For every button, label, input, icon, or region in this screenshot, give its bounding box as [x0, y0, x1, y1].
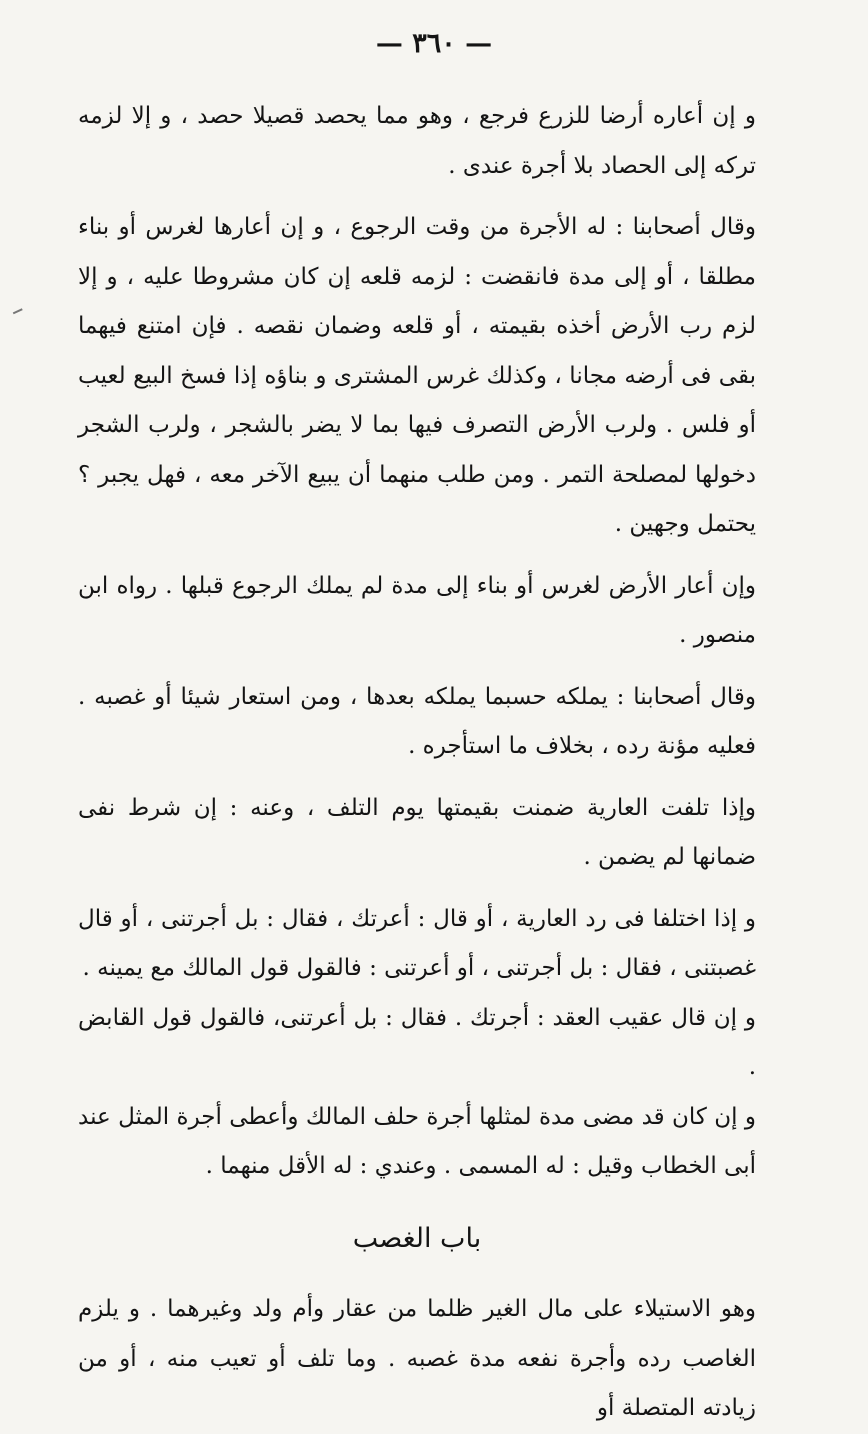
paragraph-6: و إذا اختلفا فى رد العارية ، أو قال : أعرتك ، فقال : بل أجرتنى ، أو قال غصبتنى ، فقال : بل أجرتنى ، أو أعرتنى : فالقول قول المالك مع يمينه .: [78, 905, 756, 981]
section-title: باب الغصب: [352, 1222, 482, 1254]
paragraph-1: و إن أعاره أرضا للزرع فرجع ، وهو مما يحصد قصيلا حصد ، و إلا لزمه تركه إلى الحصاد بلا أجرة عندى .: [78, 103, 756, 179]
page-body-text: [78, 92, 756, 1434]
scan-mark: [13, 308, 25, 319]
paragraph-2: وقال أصحابنا : له الأجرة من وقت الرجوع ، و إن أعارها لغرس أو بناء مطلقا ، أو إلى مدة فانقضت : لزمه قلعه إن كان مشروطا عليه ، و إلا لزم رب الأرض أخذه بقيمته ، أو قلعه وضمان نقصه . فإن امتنع فيهما بقى فى أرضه مجانا ، وكذلك غرس المشترى و بناؤه إذا فسخ البيع لعيب أو فلس . ولرب الأرض التصرف فيها بما لا يضر بالشجر ، ولرب الشجر دخولها لمصلحة التمر . ومن طلب منهما أن يبيع الآخر معه ، فهل يجبر ؟ يحتمل وجهين .: [78, 214, 756, 537]
paragraph-3: وإن أعار الأرض لغرس أو بناء إلى مدة لم يملك الرجوع قبلها . رواه ابن منصور .: [78, 572, 756, 648]
paragraph-4: وقال أصحابنا : يملكه حسبما يملكه بعدها ، ومن استعار شيئا أو غصبه . فعليه مؤنة رده ، بخلاف ما استأجره .: [78, 683, 756, 759]
paragraph-5: وإذا تلفت العارية ضمنت بقيمتها يوم التلف ، وعنه : إن شرط نفى ضمانها لم يضمن .: [78, 794, 756, 870]
paragraph-7: و إن قال عقيب العقد : أجرتك . فقال : بل أعرتنى، فالقول قول القابض .: [78, 1004, 756, 1080]
paragraph-8: و إن كان قد مضى مدة لمثلها أجرة حلف المالك وأعطى أجرة المثل عند أبى الخطاب وقيل : له المسمى . وعندي : له الأقل منهما .: [78, 1103, 756, 1179]
page-number-header: — ٣٦٠ —: [375, 28, 493, 59]
section-paragraph-1: وهو الاستيلاء على مال الغير ظلما من عقار وأم ولد وغيرهما . و يلزم الغاصب رده وأجرة نفعه مدة غصبه . وما تلف أو تعيب منه ، أو من زيادته المتصلة أو: [78, 1296, 756, 1421]
